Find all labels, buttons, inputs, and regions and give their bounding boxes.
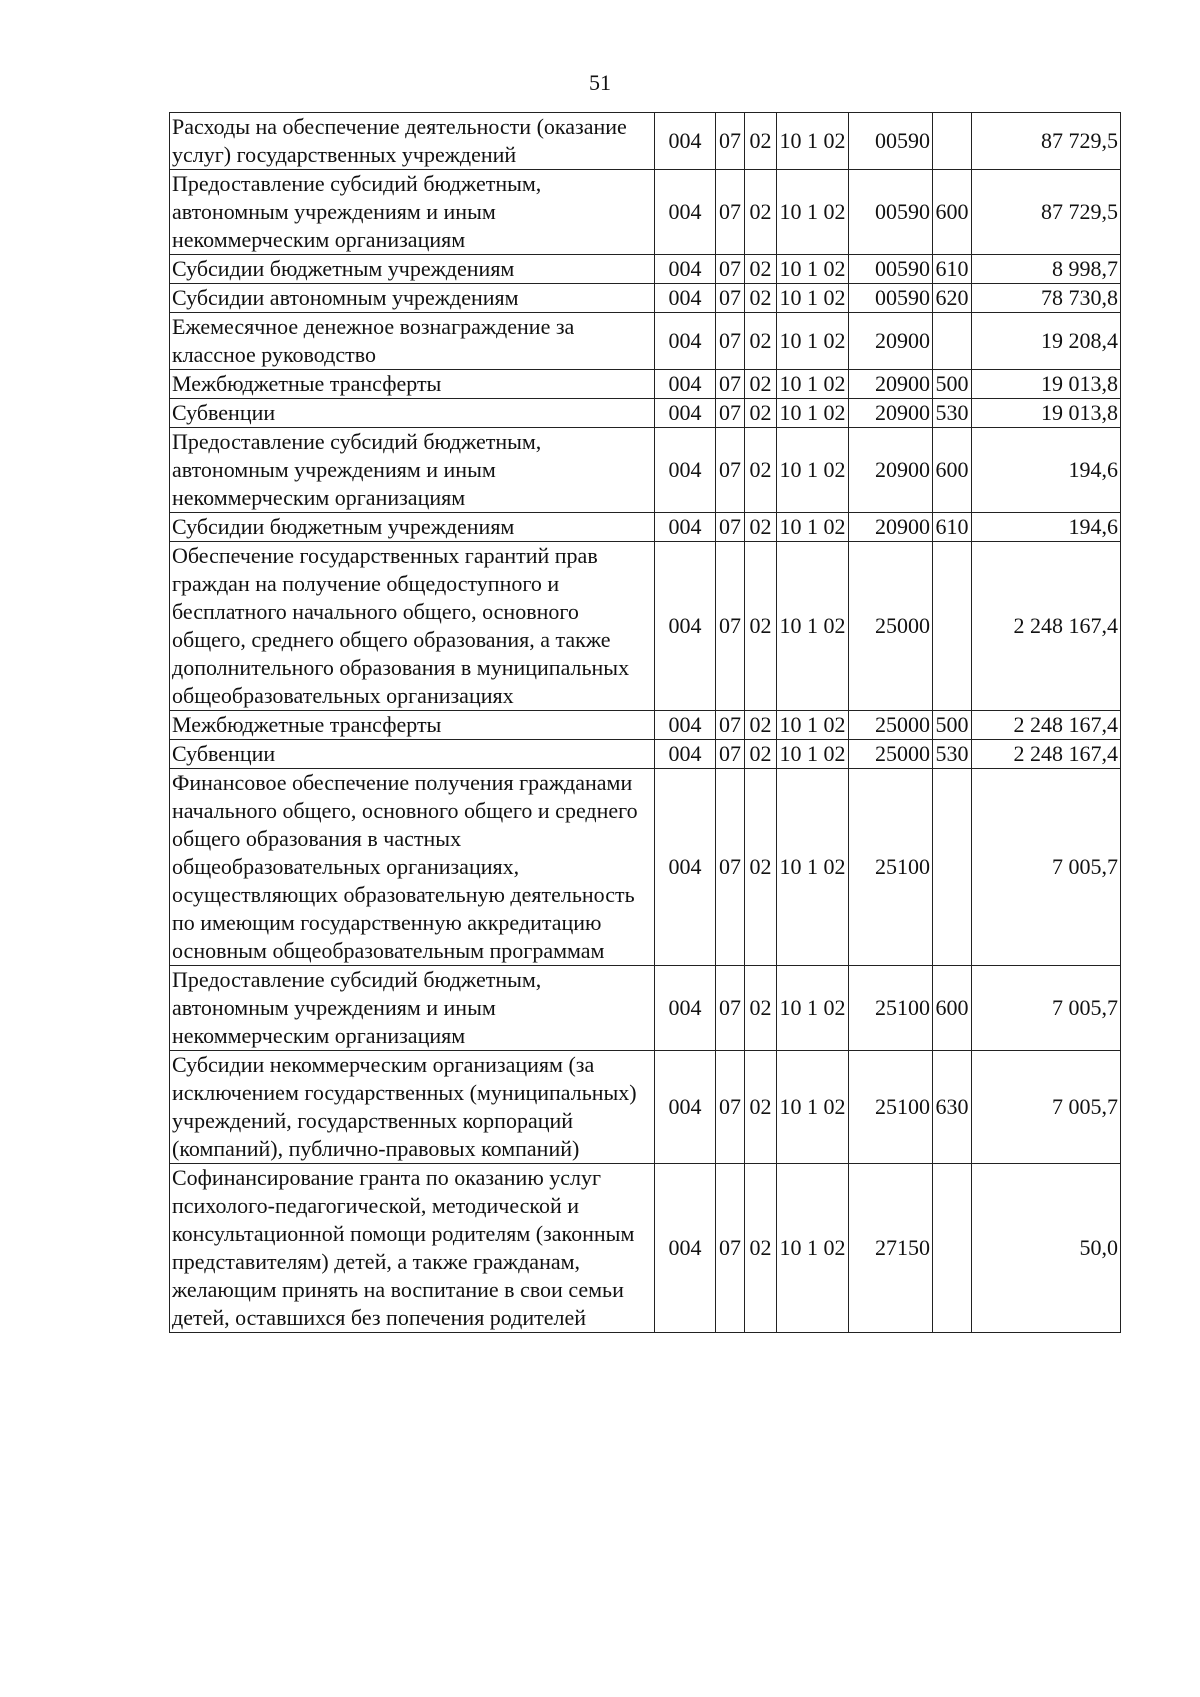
row-program-code: 10 1 02 — [777, 284, 849, 313]
table-row — [170, 769, 1121, 966]
table-row — [170, 1051, 1121, 1164]
row-section-code: 07 — [716, 313, 745, 370]
table-row — [170, 1164, 1121, 1333]
row-direction-code: 20900 — [849, 513, 933, 542]
row-subsection-code: 02 — [745, 370, 777, 399]
row-department-code: 004 — [655, 284, 716, 313]
row-section-code: 07 — [716, 370, 745, 399]
row-section-code: 07 — [716, 711, 745, 740]
row-expense-type-code — [933, 769, 972, 966]
row-subsection-code: 02 — [745, 740, 777, 769]
row-program-code: 10 1 02 — [777, 170, 849, 255]
row-department-code: 004 — [655, 740, 716, 769]
row-department-code: 004 — [655, 542, 716, 711]
row-section-code: 07 — [716, 113, 745, 170]
row-section-code: 07 — [716, 284, 745, 313]
row-expense-type-code: 500 — [933, 711, 972, 740]
row-name: Софинансирование гранта по оказанию услуг психолого-педагогической, методической и консультационной помощи родителям (законным представителям) детей, а также гражданам, желающим принять на воспитание в свои семьи детей, оставшихся без попечения родителей — [170, 1164, 655, 1333]
row-name: Расходы на обеспечение деятельности (оказание услуг) государственных учреждений — [170, 113, 655, 170]
row-department-code: 004 — [655, 966, 716, 1051]
table-row — [170, 284, 1121, 313]
row-direction-code: 00590 — [849, 284, 933, 313]
budget-table-body — [170, 113, 1121, 1333]
row-subsection-code: 02 — [745, 284, 777, 313]
table-row — [170, 428, 1121, 513]
row-section-code: 07 — [716, 966, 745, 1051]
row-department-code: 004 — [655, 313, 716, 370]
row-name: Субвенции — [170, 740, 655, 769]
budget-table — [169, 112, 1121, 1333]
row-subsection-code: 02 — [745, 428, 777, 513]
table-row — [170, 255, 1121, 284]
row-subsection-code: 02 — [745, 769, 777, 966]
table-row — [170, 399, 1121, 428]
row-amount: 2 248 167,4 — [972, 740, 1121, 769]
row-program-code: 10 1 02 — [777, 1164, 849, 1333]
row-amount: 87 729,5 — [972, 170, 1121, 255]
row-expense-type-code: 530 — [933, 740, 972, 769]
row-expense-type-code: 530 — [933, 399, 972, 428]
row-subsection-code: 02 — [745, 966, 777, 1051]
table-row — [170, 370, 1121, 399]
row-subsection-code: 02 — [745, 513, 777, 542]
row-section-code: 07 — [716, 513, 745, 542]
row-amount: 194,6 — [972, 428, 1121, 513]
page-number: 51 — [589, 70, 611, 95]
row-direction-code: 20900 — [849, 428, 933, 513]
row-name: Субсидии бюджетным учреждениям — [170, 255, 655, 284]
row-program-code: 10 1 02 — [777, 542, 849, 711]
row-section-code: 07 — [716, 255, 745, 284]
row-direction-code: 20900 — [849, 399, 933, 428]
row-direction-code: 25100 — [849, 769, 933, 966]
row-subsection-code: 02 — [745, 170, 777, 255]
row-direction-code: 27150 — [849, 1164, 933, 1333]
row-subsection-code: 02 — [745, 113, 777, 170]
table-row — [170, 740, 1121, 769]
row-expense-type-code — [933, 313, 972, 370]
row-expense-type-code: 500 — [933, 370, 972, 399]
row-subsection-code: 02 — [745, 1051, 777, 1164]
row-department-code: 004 — [655, 428, 716, 513]
row-department-code: 004 — [655, 1051, 716, 1164]
row-name: Субсидии некоммерческим организациям (за исключением государственных (муниципальных) учреждений, государственных корпораций (компаний), публично-правовых компаний) — [170, 1051, 655, 1164]
row-section-code: 07 — [716, 399, 745, 428]
row-direction-code: 00590 — [849, 255, 933, 284]
row-expense-type-code: 600 — [933, 170, 972, 255]
row-department-code: 004 — [655, 1164, 716, 1333]
row-amount: 7 005,7 — [972, 769, 1121, 966]
row-department-code: 004 — [655, 769, 716, 966]
row-direction-code: 25000 — [849, 711, 933, 740]
row-section-code: 07 — [716, 1051, 745, 1164]
table-row — [170, 313, 1121, 370]
table-row — [170, 113, 1121, 170]
row-direction-code: 25100 — [849, 966, 933, 1051]
row-subsection-code: 02 — [745, 711, 777, 740]
row-program-code: 10 1 02 — [777, 769, 849, 966]
row-amount: 2 248 167,4 — [972, 711, 1121, 740]
row-department-code: 004 — [655, 711, 716, 740]
row-amount: 7 005,7 — [972, 1051, 1121, 1164]
row-amount: 19 013,8 — [972, 399, 1121, 428]
row-direction-code: 20900 — [849, 370, 933, 399]
row-program-code: 10 1 02 — [777, 399, 849, 428]
row-program-code: 10 1 02 — [777, 513, 849, 542]
row-department-code: 004 — [655, 113, 716, 170]
row-program-code: 10 1 02 — [777, 255, 849, 284]
row-expense-type-code: 620 — [933, 284, 972, 313]
row-program-code: 10 1 02 — [777, 313, 849, 370]
row-expense-type-code: 600 — [933, 428, 972, 513]
row-amount: 194,6 — [972, 513, 1121, 542]
row-name: Предоставление субсидий бюджетным, автономным учреждениям и иным некоммерческим организациям — [170, 170, 655, 255]
row-program-code: 10 1 02 — [777, 370, 849, 399]
row-amount: 50,0 — [972, 1164, 1121, 1333]
row-name: Субсидии бюджетным учреждениям — [170, 513, 655, 542]
row-subsection-code: 02 — [745, 255, 777, 284]
row-department-code: 004 — [655, 370, 716, 399]
row-expense-type-code — [933, 1164, 972, 1333]
row-subsection-code: 02 — [745, 1164, 777, 1333]
row-amount: 87 729,5 — [972, 113, 1121, 170]
row-program-code: 10 1 02 — [777, 1051, 849, 1164]
row-department-code: 004 — [655, 399, 716, 428]
row-section-code: 07 — [716, 542, 745, 711]
row-department-code: 004 — [655, 170, 716, 255]
table-row — [170, 966, 1121, 1051]
table-row — [170, 542, 1121, 711]
row-expense-type-code: 630 — [933, 1051, 972, 1164]
row-program-code: 10 1 02 — [777, 740, 849, 769]
table-row — [170, 513, 1121, 542]
row-section-code: 07 — [716, 428, 745, 513]
table-row — [170, 170, 1121, 255]
row-direction-code: 00590 — [849, 113, 933, 170]
row-direction-code: 00590 — [849, 170, 933, 255]
row-expense-type-code: 610 — [933, 513, 972, 542]
row-section-code: 07 — [716, 740, 745, 769]
row-name: Межбюджетные трансферты — [170, 711, 655, 740]
row-expense-type-code: 610 — [933, 255, 972, 284]
table-row — [170, 711, 1121, 740]
row-amount: 78 730,8 — [972, 284, 1121, 313]
row-amount: 8 998,7 — [972, 255, 1121, 284]
row-subsection-code: 02 — [745, 399, 777, 428]
row-program-code: 10 1 02 — [777, 113, 849, 170]
row-direction-code: 25000 — [849, 542, 933, 711]
row-name: Межбюджетные трансферты — [170, 370, 655, 399]
row-direction-code: 20900 — [849, 313, 933, 370]
row-name: Ежемесячное денежное вознаграждение за классное руководство — [170, 313, 655, 370]
row-amount: 19 013,8 — [972, 370, 1121, 399]
row-direction-code: 25100 — [849, 1051, 933, 1164]
row-expense-type-code: 600 — [933, 966, 972, 1051]
row-program-code: 10 1 02 — [777, 966, 849, 1051]
row-name: Предоставление субсидий бюджетным, автономным учреждениям и иным некоммерческим организациям — [170, 966, 655, 1051]
row-section-code: 07 — [716, 769, 745, 966]
row-name: Субвенции — [170, 399, 655, 428]
row-amount: 19 208,4 — [972, 313, 1121, 370]
row-program-code: 10 1 02 — [777, 711, 849, 740]
row-name: Финансовое обеспечение получения гражданами начального общего, основного общего и среднего общего образования в частных общеобразовательных организациях, осуществляющих образовательную деятельность по имеющим государственную аккредитацию основным общеобразовательным программам — [170, 769, 655, 966]
row-section-code: 07 — [716, 170, 745, 255]
row-name: Предоставление субсидий бюджетным, автономным учреждениям и иным некоммерческим организациям — [170, 428, 655, 513]
row-program-code: 10 1 02 — [777, 428, 849, 513]
row-amount: 2 248 167,4 — [972, 542, 1121, 711]
row-department-code: 004 — [655, 513, 716, 542]
row-expense-type-code — [933, 542, 972, 711]
row-section-code: 07 — [716, 1164, 745, 1333]
row-subsection-code: 02 — [745, 542, 777, 711]
row-direction-code: 25000 — [849, 740, 933, 769]
row-department-code: 004 — [655, 255, 716, 284]
row-name: Обеспечение государственных гарантий прав граждан на получение общедоступного и бесплатного начального общего, основного общего, среднего общего образования, а также дополнительного образования в муниципальных общеобразовательных организациях — [170, 542, 655, 711]
row-expense-type-code — [933, 113, 972, 170]
row-amount: 7 005,7 — [972, 966, 1121, 1051]
row-name: Субсидии автономным учреждениям — [170, 284, 655, 313]
row-subsection-code: 02 — [745, 313, 777, 370]
